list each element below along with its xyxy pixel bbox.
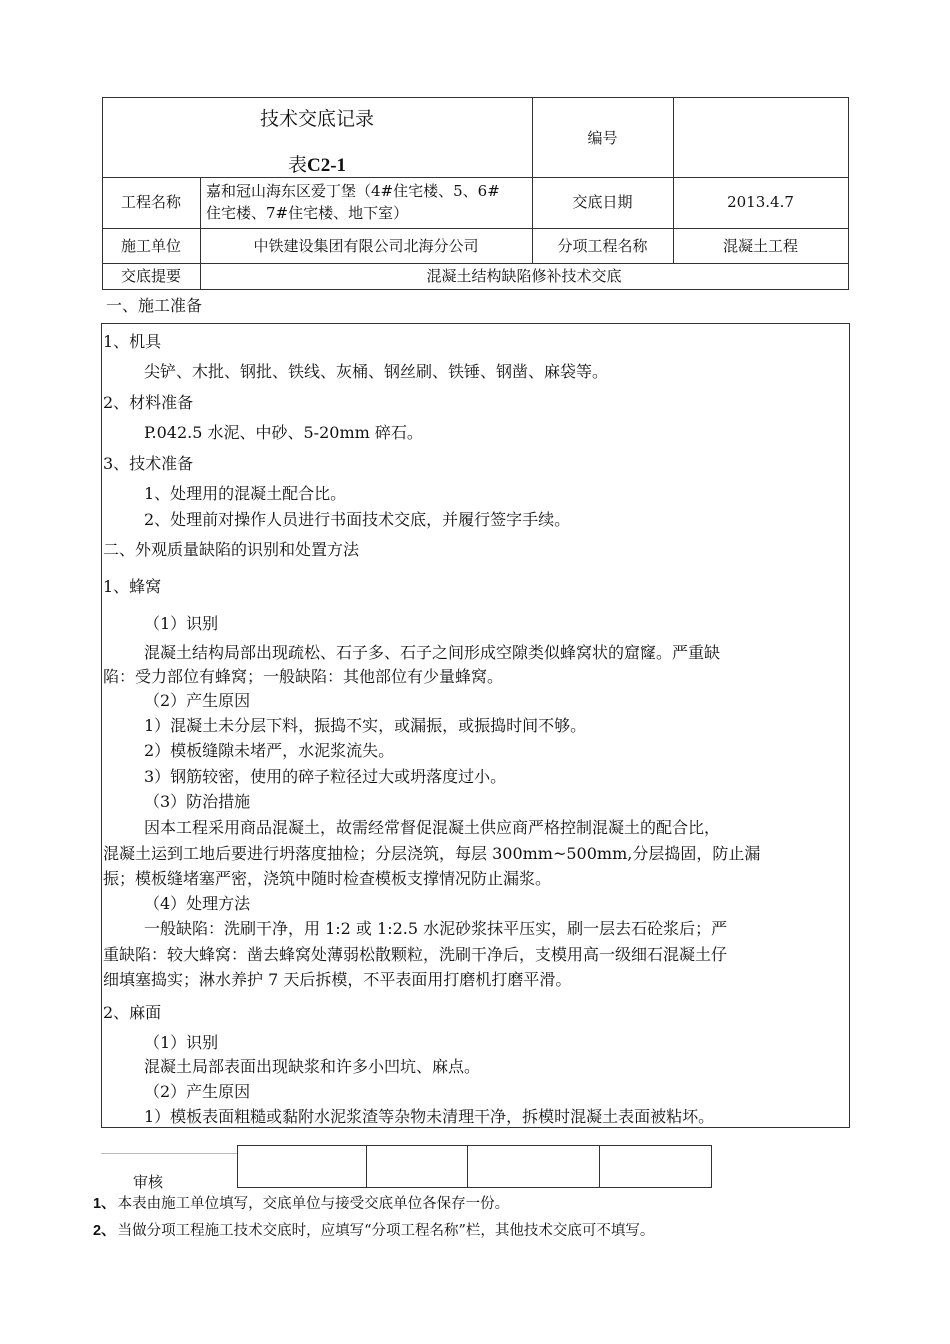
body-line: 陷：受力部位有蜂窝；一般缺陷：其他部位有少量蜂窝。 <box>103 667 504 686</box>
subitem-value: 混凝土工程 <box>722 237 798 255</box>
footnote-1 <box>93 1192 509 1213</box>
body-line: （4）处理方法 <box>144 894 251 913</box>
body-line: （1）识别 <box>144 614 219 633</box>
body-line: 1、机具 <box>103 332 162 351</box>
signature-box <box>237 1145 712 1188</box>
body-line: 振；模板缝堵塞严密，浇筑中随时检查模板支撑情况防止漏浆。 <box>103 869 552 888</box>
footnote-1-text: 本表由施工单位填写，交底单位与接受交底单位各保存一份。 <box>117 1196 510 1212</box>
body-line: 因本工程采用商品混凝土，故需经常督促混凝土供应商严格控制混凝土的配合比， <box>144 818 721 837</box>
summary-value: 混凝土结构缺陷修补技术交底 <box>426 267 622 285</box>
body-line: 3、技术准备 <box>103 454 194 473</box>
date-value: 2013.4.7 <box>727 193 794 211</box>
project-value-line2: 住宅楼、7#住宅楼、地下室） <box>206 204 409 222</box>
date-label: 交底日期 <box>572 193 633 211</box>
body-line: 二、外观质量缺陷的识别和处置方法 <box>103 540 360 559</box>
summary-label: 交底提要 <box>120 267 181 285</box>
table-code-prefix: 表 <box>287 154 307 176</box>
table-code-number: C2-1 <box>306 155 347 176</box>
body-line: （2）产生原因 <box>144 1082 251 1101</box>
footnote-2-number: 2、 <box>93 1223 116 1239</box>
body-line: 2、处理前对操作人员进行书面技术交底，并履行签字手续。 <box>144 510 571 529</box>
body-line: 2、麻面 <box>103 1003 162 1022</box>
body-line: 3）钢筋较密，使用的碎子粒径过大或坍落度过小。 <box>144 767 507 786</box>
project-value-line1: 嘉和冠山海东区爱丁堡（4#住宅楼、5、6# <box>206 182 500 200</box>
table-code <box>102 150 532 177</box>
body-line: 一般缺陷：洗刷干净，用 1:2 或 1:2.5 水泥砂浆抹平压实，刷一层去石砼浆后；严 <box>144 919 728 938</box>
body-line: 混凝土局部表面出现缺浆和许多小凹坑、麻点。 <box>144 1057 481 1076</box>
body-line: P.042.5 水泥、中砂、5-20mm 碎石。 <box>144 423 423 442</box>
body-line: 重缺陷：较大蜂窝：凿去蜂窝处薄弱松散颗粒，洗刷干净后，支模用高一级细石混凝土仔 <box>103 945 728 964</box>
unit-label: 施工单位 <box>120 237 181 255</box>
body-line: （1）识别 <box>144 1033 219 1052</box>
body-line: 1）模板表面粗糙或黏附水泥浆渣等杂物未清理干净，拆模时混凝土表面被粘坏。 <box>144 1107 715 1126</box>
footnote-1-number: 1、 <box>93 1196 116 1212</box>
body-line: 尖铲、木批、钢批、铁线、灰桶、钢丝刷、铁锤、钢凿、麻袋等。 <box>144 362 609 381</box>
unit-value: 中铁建设集团有限公司北海分公司 <box>253 237 479 255</box>
footnote-2-text: 当做分项工程施工技术交底时，应填写“分项工程名称”栏，其他技术交底可不填写。 <box>117 1223 655 1239</box>
project-label: 工程名称 <box>120 193 181 211</box>
body-line: 2）模板缝隙未堵严，水泥浆流失。 <box>144 741 395 760</box>
body-line: 1、处理用的混凝土配合比。 <box>144 484 347 503</box>
body-line: 混凝土结构局部出现疏松、石子多、石子之间形成空隙类似蜂窝状的窟窿。严重缺 <box>144 643 721 662</box>
signature-divider <box>599 1145 600 1188</box>
signature-divider <box>467 1145 468 1188</box>
body-line: （2）产生原因 <box>144 691 251 710</box>
signature-divider <box>366 1145 367 1188</box>
record-title: 技术交底记录 <box>259 108 374 130</box>
footnote-2 <box>93 1219 654 1240</box>
project-value <box>206 180 532 224</box>
subitem-label: 分项工程名称 <box>557 237 648 255</box>
section1-title: 一、施工准备 <box>106 296 203 315</box>
body-line: 1、蜂窝 <box>103 577 162 596</box>
body-line: 混凝土运到工地后要进行坍落度抽检；分层浇筑，每层 300mm~500mm,分层捣固，防止漏 <box>103 844 761 863</box>
review-top-rule <box>101 1153 238 1154</box>
body-line: 细填塞捣实；淋水养护 7 天后拆模，不平表面用打磨机打磨平滑。 <box>103 970 572 989</box>
review-label: 审核 <box>133 1173 164 1191</box>
body-line: 2、材料准备 <box>103 393 194 412</box>
body-line: （3）防治措施 <box>144 792 251 811</box>
body-line: 1）混凝土未分层下料，振捣不实，或漏振，或振捣时间不够。 <box>144 716 587 735</box>
number-label: 编号 <box>587 129 618 147</box>
